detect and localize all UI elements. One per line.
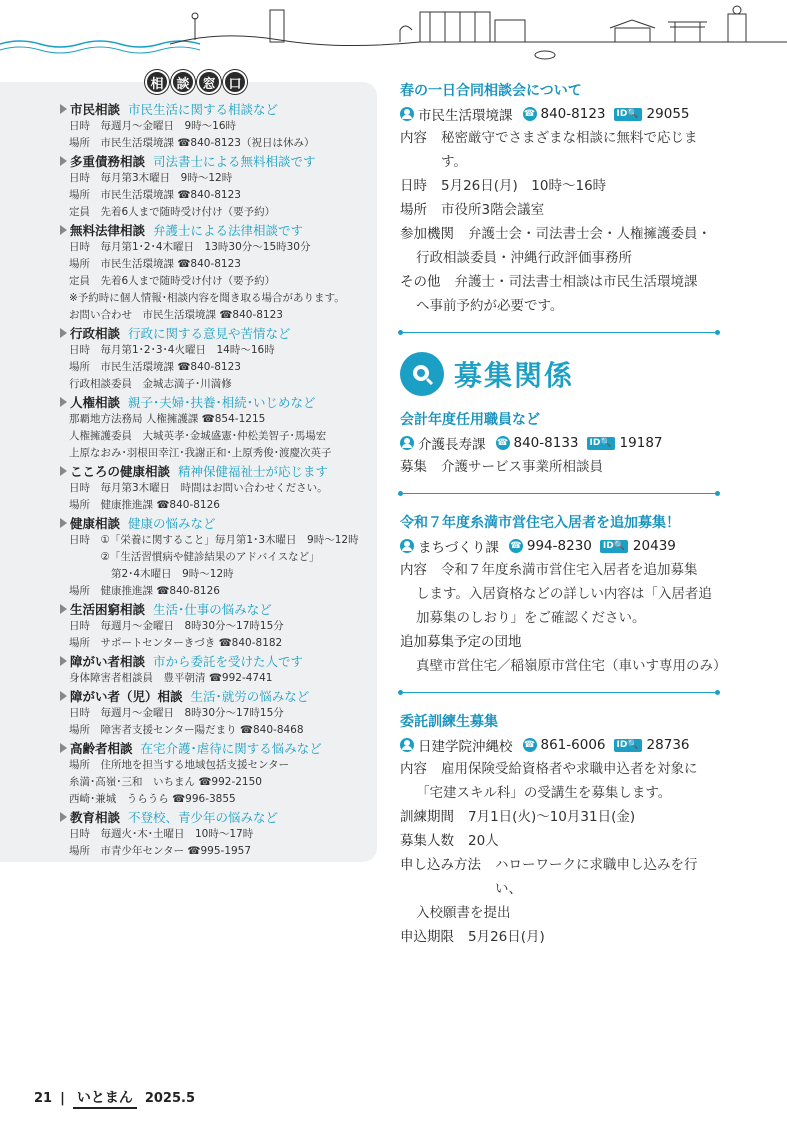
spring-row-orgs: 参加機関 弁護士会・司法書士会・人権擁護委員・ <box>400 226 711 242</box>
footer-separator: | <box>60 1090 65 1106</box>
training-row-content: 内容 雇用保険受給資格者や求職申込者を対象に <box>400 761 698 777</box>
consult-category <box>60 687 375 739</box>
consult-category-name: 無料法律相談 <box>70 223 146 238</box>
training-content-cont: 「宅建スキル科」の受講生を募集します。 <box>416 785 672 801</box>
training-phone: 861-6006 <box>540 737 606 753</box>
header-skyline-illustration <box>0 0 787 62</box>
consult-category <box>60 600 375 652</box>
search-icon <box>400 352 444 396</box>
consult-detail-line: 日時 ①「栄養に関すること」毎月第1･3木曜日 9時～12時 <box>69 534 359 546</box>
consult-detail-line: 日時 毎月第3木曜日 時間はお問い合わせください。 <box>69 482 328 494</box>
training-dept: 日建学院沖縄校 <box>418 739 513 755</box>
consult-detail-line: 場所 健康推進課 ☎840-8126 <box>69 585 220 597</box>
training-contact <box>400 733 720 757</box>
housing-cont2: 加募集のしおり」をご確認ください。 <box>416 610 646 626</box>
phone-icon: ☎ <box>523 109 536 119</box>
divider <box>400 493 718 494</box>
consult-category-name: 教育相談 <box>70 810 121 825</box>
consult-category-name: 高齢者相談 <box>70 741 133 756</box>
triangle-bullet-icon <box>60 812 67 822</box>
footer <box>34 1088 195 1108</box>
consult-detail-line: 第2･4木曜日 9時～12時 <box>69 568 234 580</box>
consult-detail-line: 場所 市民生活環境課 ☎840-8123 <box>69 189 241 201</box>
phone-icon: ☎ <box>496 438 509 448</box>
training-row-count: 募集人数 20人 <box>400 833 499 849</box>
consult-detail-line: 場所 障害者支援センター陽だまり ☎840-8468 <box>69 724 304 736</box>
training-title: 委託訓練生募集 <box>400 714 498 730</box>
consult-category-desc: 行政に関する意見や苦情など <box>128 326 291 341</box>
recruit-heading <box>400 351 720 397</box>
consult-category <box>60 324 375 393</box>
consult-category-head <box>60 100 375 118</box>
housing-id: 20439 <box>632 538 676 554</box>
consult-category-head <box>60 600 375 618</box>
person-icon <box>400 539 414 553</box>
title-char: 談 <box>171 70 195 94</box>
spring-dept: 市民生活環境課 <box>418 108 513 124</box>
consult-category-desc: 健康の悩みなど <box>128 516 216 531</box>
consult-detail-line: 場所 市民生活環境課 ☎840-8123（祝日は休み） <box>69 137 315 149</box>
consult-detail-line: ※予約時に個人情報･相談内容を聞き取る場合があります。 <box>69 292 345 304</box>
kaikei-title: 会計年度任用職員など <box>400 412 540 428</box>
divider <box>400 692 718 693</box>
consult-detail-line: 場所 サポートセンターきづき ☎840-8182 <box>69 637 283 649</box>
consult-category-name: 障がい者（児）相談 <box>70 689 183 704</box>
spring-orgs-cont: 行政相談委員・沖縄行政評価事務所 <box>416 250 632 266</box>
triangle-bullet-icon <box>60 104 67 114</box>
consult-detail-line: 日時 毎週月～金曜日 8時30分～17時15分 <box>69 620 284 632</box>
housing-row: 内容 令和７年度糸満市営住宅入居者を追加募集 <box>400 562 698 578</box>
title-char: 窓 <box>197 70 221 94</box>
consult-category-head <box>60 739 375 757</box>
id-search-icon: ID 🔍 <box>614 108 642 121</box>
spring-consult-title: 春の一日合同相談会について <box>400 83 582 99</box>
triangle-bullet-icon <box>60 156 67 166</box>
housing-dept: まちづくり課 <box>418 540 499 556</box>
housing-contact <box>400 534 720 558</box>
consult-detail-line: 日時 毎週火･木･土曜日 10時～17時 <box>69 828 254 840</box>
housing-sub-label: 追加募集予定の団地 <box>400 634 522 650</box>
training-row-period: 訓練期間 7月1日(火)～10月31日(金) <box>400 809 636 825</box>
consult-detail-line: 糸満･高嶺･三和 いちまん ☎992-2150 <box>69 776 262 788</box>
consult-detail-line: 定員 先着6人まで随時受け付け（要予約） <box>69 206 276 218</box>
triangle-bullet-icon <box>60 691 67 701</box>
consult-category-desc: 生活･仕事の悩みなど <box>153 602 272 617</box>
consult-category <box>60 100 375 152</box>
consultation-panel-title <box>145 70 247 94</box>
page-number: 21 <box>34 1090 53 1106</box>
phone-icon: ☎ <box>523 740 536 750</box>
consult-category-head <box>60 324 375 342</box>
consult-detail-line: 場所 市民生活環境課 ☎840-8123 <box>69 258 241 270</box>
consult-category <box>60 462 375 514</box>
consult-category-desc: 在宅介護･虐待に関する悩みなど <box>140 741 322 756</box>
id-search-icon: ID 🔍 <box>614 739 642 752</box>
consult-category-desc: 不登校、青少年の悩みなど <box>128 810 279 825</box>
consult-category <box>60 652 375 687</box>
consult-detail-line: 日時 毎週月～金曜日 8時30分～17時15分 <box>69 707 284 719</box>
spring-phone: 840-8123 <box>540 106 606 122</box>
recruit-title: 募集関係 <box>454 359 575 392</box>
spring-row-content: 内容 秘密厳守でさまざまな相談に無料で応じます。 <box>400 130 698 170</box>
consult-detail-line: ②「生活習慣病や健診結果のアドバイスなど」 <box>69 551 320 563</box>
spring-id: 29055 <box>646 106 690 122</box>
divider <box>400 332 718 333</box>
consult-detail-line: お問い合わせ 市民生活環境課 ☎840-8123 <box>69 309 283 321</box>
training-apply-cont: 入校願書を提出 <box>416 905 511 921</box>
consult-category-name: 多重債務相談 <box>70 154 146 169</box>
consult-detail-line: 日時 毎月第3木曜日 9時～12時 <box>69 172 233 184</box>
consult-category-head <box>60 808 375 826</box>
consult-category-name: 健康相談 <box>70 516 121 531</box>
spring-row-datetime: 日時 5月26日(月) 10時～16時 <box>400 178 607 194</box>
consult-category <box>60 808 375 860</box>
consult-category <box>60 739 375 808</box>
consult-detail-line: 行政相談委員 金城志満子･川満修 <box>69 378 232 390</box>
consult-detail-line: 場所 市民生活環境課 ☎840-8123 <box>69 361 241 373</box>
person-icon <box>400 436 414 450</box>
spring-contact <box>400 102 720 126</box>
consult-detail-line: 人権擁護委員 大城英孝･金城盛憲･仲松美智子･馬場宏 <box>69 430 327 442</box>
consult-category-name: こころの健康相談 <box>70 464 171 479</box>
consult-category-desc: 司法書士による無料相談です <box>153 154 316 169</box>
training-row-deadline: 申込期限 5月26日(月) <box>400 929 545 945</box>
consult-category-desc: 市民生活に関する相談など <box>128 102 279 117</box>
housing-sub-val: 真壁市営住宅／稲嶺原市営住宅（車いす専用のみ） <box>416 658 727 674</box>
person-icon <box>400 738 414 752</box>
consultation-list <box>60 100 375 860</box>
triangle-bullet-icon <box>60 743 67 753</box>
consult-detail-line: 日時 毎月第1･2･4木曜日 13時30分～15時30分 <box>69 241 311 253</box>
kaikei-row: 募集 介護サービス事業所相談員 <box>400 459 603 475</box>
kaikei-id: 19187 <box>619 435 663 451</box>
magazine-logo: いとまん <box>73 1087 137 1109</box>
consult-detail-line: 上原なおみ･羽根田幸江･我謝正和･上原秀俊･渡慶次英子 <box>69 447 332 459</box>
consult-category-desc: 市から委託を受けた人です <box>153 654 304 669</box>
kaikei-contact <box>400 431 720 455</box>
person-icon <box>400 107 414 121</box>
consult-category-head <box>60 514 375 532</box>
consult-detail-line: 日時 毎月第1･2･3･4火曜日 14時～16時 <box>69 344 275 356</box>
consult-detail-line: 場所 健康推進課 ☎840-8126 <box>69 499 220 511</box>
spring-row-place: 場所 市役所3階会議室 <box>400 202 545 218</box>
consult-category-head <box>60 652 375 670</box>
consult-category <box>60 393 375 462</box>
consult-detail-line: 定員 先着6人まで随時受け付け（要予約） <box>69 275 276 287</box>
consult-category-name: 行政相談 <box>70 326 121 341</box>
right-column <box>400 80 727 949</box>
consult-category-head <box>60 462 375 480</box>
consult-detail-line: 那覇地方法務局 人権擁護課 ☎854-1215 <box>69 413 266 425</box>
triangle-bullet-icon <box>60 225 67 235</box>
consult-category-desc: 弁護士による法律相談です <box>153 223 304 238</box>
consult-category-head <box>60 221 375 239</box>
consult-category <box>60 514 375 600</box>
id-search-icon: ID 🔍 <box>600 540 628 553</box>
consult-detail-line: 日時 毎週月～金曜日 9時～16時 <box>69 120 237 132</box>
kaikei-dept: 介護長寿課 <box>418 437 486 453</box>
consult-category-desc: 生活･就労の悩みなど <box>190 689 310 704</box>
consult-category <box>60 152 375 221</box>
triangle-bullet-icon <box>60 656 67 666</box>
triangle-bullet-icon <box>60 518 67 528</box>
consult-category-desc: 精神保健福祉士が応じます <box>178 464 329 479</box>
training-id: 28736 <box>646 737 690 753</box>
consult-detail-line: 身体障害者相談員 豊平朝清 ☎992-4741 <box>69 672 273 684</box>
consult-category-head <box>60 152 375 170</box>
triangle-bullet-icon <box>60 397 67 407</box>
title-char: 相 <box>145 70 169 94</box>
consult-category-head <box>60 393 375 411</box>
housing-phone: 994-8230 <box>526 538 592 554</box>
id-search-icon: ID 🔍 <box>587 437 615 450</box>
title-char: 口 <box>223 70 247 94</box>
consult-detail-line: 場所 住所地を担当する地域包括支援センター <box>69 759 290 771</box>
housing-cont1: します。入居資格などの詳しい内容は「入居者追 <box>416 586 712 602</box>
consult-category-name: 市民相談 <box>70 102 121 117</box>
consult-category-name: 障がい者相談 <box>70 654 146 669</box>
spring-other-cont: へ事前予約が必要です。 <box>416 298 564 314</box>
consult-category-name: 人権相談 <box>70 395 121 410</box>
issue-date: 2025.5 <box>144 1090 196 1106</box>
spring-row-other: その他 弁護士・司法書士相談は市民生活環境課 <box>400 274 698 290</box>
consult-detail-line: 場所 市青少年センター ☎995-1957 <box>69 845 252 857</box>
triangle-bullet-icon <box>60 604 67 614</box>
triangle-bullet-icon <box>60 466 67 476</box>
housing-title: 令和７年度糸満市営住宅入居者を追加募集！ <box>400 515 680 531</box>
triangle-bullet-icon <box>60 328 67 338</box>
consult-category <box>60 221 375 324</box>
consult-category-desc: 親子･夫婦･扶養･相続･いじめなど <box>128 395 316 410</box>
kaikei-phone: 840-8133 <box>513 435 579 451</box>
training-row-apply: 申し込み方法 ハローワークに求職申し込みを行い、 <box>400 857 698 897</box>
consult-detail-line: 西崎･兼城 うらうら ☎996-3855 <box>69 793 236 805</box>
consult-category-head <box>60 687 375 705</box>
consult-category-name: 生活困窮相談 <box>70 602 146 617</box>
phone-icon: ☎ <box>510 541 522 551</box>
